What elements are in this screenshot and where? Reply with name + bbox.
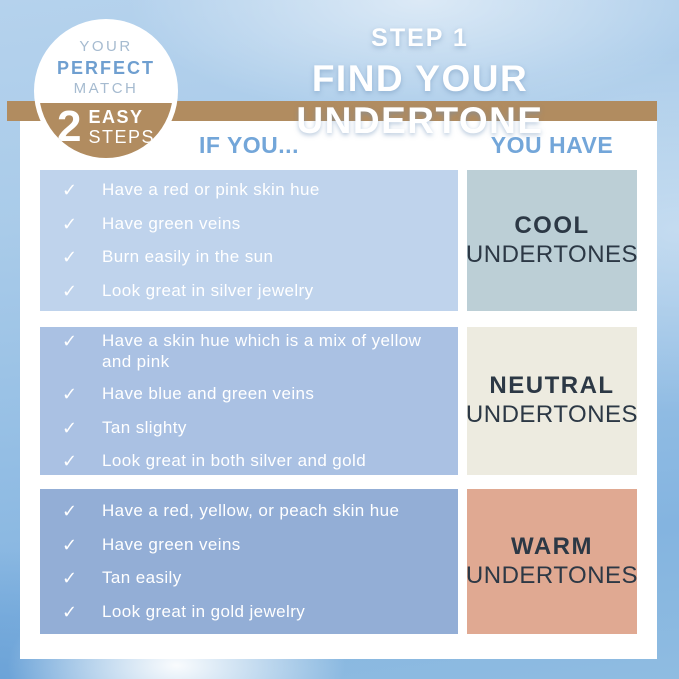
check-icon: ✓ [62,280,78,301]
criteria-item [62,417,444,440]
step-label: STEP 1 [371,24,469,52]
check-icon: ✓ [62,384,78,404]
check-icon: ✓ [62,451,78,471]
criteria-item [62,601,444,624]
result-title: NEUTRAL [489,372,615,400]
criteria-item [62,179,444,202]
criteria-box-cool [40,170,458,311]
check-icon: ✓ [62,247,78,267]
result-subtitle: UNDERTONES [465,561,639,589]
criteria-text: Have blue and green veins [102,384,315,403]
badge-word-perfect: PERFECT [56,57,155,78]
criteria-item [62,330,444,373]
check-icon: ✓ [62,534,78,555]
criteria-box-warm [40,489,458,634]
result-subtitle: UNDERTONES [465,240,639,268]
criteria-text: Burn easily in the sun [102,247,274,266]
criteria-item [62,500,444,523]
criteria-item [62,213,444,236]
criteria-item [62,567,444,590]
criteria-item [62,246,444,269]
criteria-text: Look great in silver jewelry [102,280,314,300]
result-subtitle: UNDERTONES [465,401,639,428]
criteria-text: Look great in both silver and gold [102,451,367,470]
check-icon: ✓ [62,568,78,588]
result-title: WARM [511,532,593,560]
criteria-item [62,383,444,406]
page-title: FIND YOUR UNDERTONE [296,58,544,141]
result-title: COOL [514,211,590,239]
result-box-neutral [467,327,637,475]
check-icon: ✓ [62,417,78,438]
column-header-you-have: YOU HAVE [490,132,614,158]
criteria-item [62,450,444,473]
check-icon: ✓ [62,330,78,351]
criteria-text: Have green veins [102,213,241,233]
badge-step-count: 2 [56,102,82,152]
criteria-text: Have a skin hue which is a mix of yellow and pink [102,330,422,371]
badge-word-your: YOUR [79,38,133,56]
check-icon: ✓ [62,501,78,521]
title-block [185,24,655,142]
criteria-text: Look great in gold jewelry [102,601,306,621]
badge-word-match: MATCH [73,80,139,98]
check-icon: ✓ [62,213,78,234]
check-icon: ✓ [62,601,78,622]
criteria-text: Have a red or pink skin hue [102,180,320,199]
result-box-cool [467,170,637,311]
result-box-warm [467,489,637,634]
criteria-text: Tan slighty [102,417,187,437]
criteria-item [62,534,444,557]
criteria-text: Tan easily [102,568,182,587]
criteria-text: Have a red, yellow, or peach skin hue [102,501,400,520]
criteria-text: Have green veins [102,534,241,554]
badge-top-text [39,24,173,103]
badge-word-steps: STEPS [88,126,155,147]
check-icon: ✓ [62,180,78,200]
badge-word-easy: EASY [88,107,144,128]
column-header-if-you: IF YOU... [199,132,299,158]
criteria-box-neutral [40,327,458,475]
criteria-item [62,280,444,303]
